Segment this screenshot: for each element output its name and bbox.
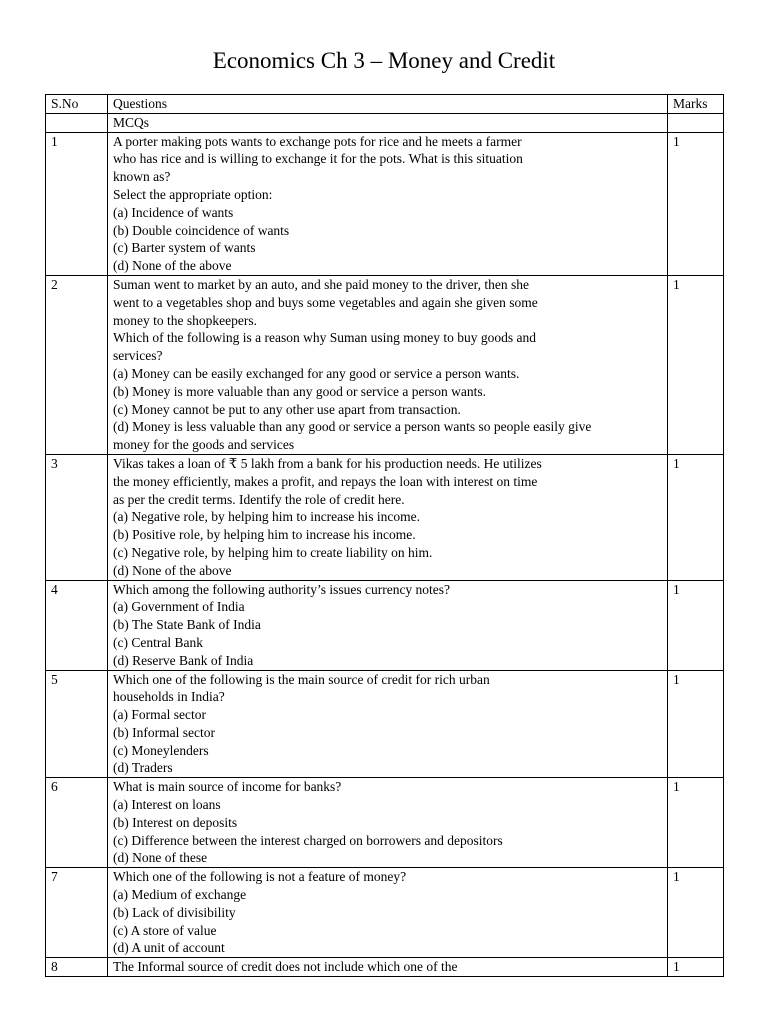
question-row (46, 132, 724, 275)
question-text: Suman went to market by an auto, and she paid money to the driver, then she went to a vegetables shop and buys some vegetables and again she given some money to the shopkeepers. Which of the following is a reason why Suman using money to buy goods and services? (a) Money can be easily exchanged for any good or service a person wants. (b) Money is more valuable than any good or service a person wants. (c) Money cannot be put to any other use apart from transaction. (d) Money is less valuable than any good or service a person wants so people easily give money for the goods and services (108, 275, 668, 454)
questions-table (45, 94, 724, 977)
question-marks: 1 (668, 275, 724, 454)
question-number: 5 (46, 670, 108, 778)
question-text: Vikas takes a loan of ₹ 5 lakh from a bank for his production needs. He utilizes the money efficiently, makes a profit, and repays the loan with interest on time as per the credit terms. Identify the role of credit here. (a) Negative role, by helping him to increase his income. (b) Positive role, by helping him to increase his income. (c) Negative role, by helping him to create liability on him. (d) None of the above (108, 454, 668, 580)
question-marks: 1 (668, 580, 724, 670)
header-marks: Marks (668, 95, 724, 114)
question-text: Which among the following authority’s issues currency notes? (a) Government of India (b) The State Bank of India (c) Central Bank (d) Reserve Bank of India (108, 580, 668, 670)
question-marks: 1 (668, 958, 724, 977)
question-number: 3 (46, 454, 108, 580)
question-row (46, 454, 724, 580)
question-number: 6 (46, 778, 108, 868)
question-row (46, 670, 724, 778)
question-row (46, 580, 724, 670)
question-number: 2 (46, 275, 108, 454)
question-marks: 1 (668, 778, 724, 868)
question-text: Which one of the following is the main source of credit for rich urban households in India? (a) Formal sector (b) Informal sector (c) Moneylenders (d) Traders (108, 670, 668, 778)
question-marks: 1 (668, 132, 724, 275)
section-label: MCQs (108, 113, 668, 132)
question-text: What is main source of income for banks? (a) Interest on loans (b) Interest on deposits (c) Difference between the interest charged on borrowers and depositors (d) None of these (108, 778, 668, 868)
question-row (46, 778, 724, 868)
section-sno-cell (46, 113, 108, 132)
question-text: Which one of the following is not a feature of money? (a) Medium of exchange (b) Lack of divisibility (c) A store of value (d) A unit of account (108, 868, 668, 958)
question-number: 1 (46, 132, 108, 275)
question-row (46, 275, 724, 454)
question-number: 7 (46, 868, 108, 958)
question-marks: 1 (668, 454, 724, 580)
question-marks: 1 (668, 670, 724, 778)
page-title: Economics Ch 3 – Money and Credit (212, 48, 556, 73)
question-marks: 1 (668, 868, 724, 958)
header-sno: S.No (46, 95, 108, 114)
question-row (46, 868, 724, 958)
question-text: The Informal source of credit does not include which one of the (108, 958, 668, 977)
section-marks-cell (668, 113, 724, 132)
section-row (46, 113, 724, 132)
question-number: 8 (46, 958, 108, 977)
question-text: A porter making pots wants to exchange pots for rice and he meets a farmer who has rice and is willing to exchange it for the pots. What is this situation known as? Select the appropriate option: (a) Incidence of wants (b) Double coincidence of wants (c) Barter system of wants (d) None of the above (108, 132, 668, 275)
question-row (46, 958, 724, 977)
header-row (46, 95, 724, 114)
header-questions: Questions (108, 95, 668, 114)
question-number: 4 (46, 580, 108, 670)
